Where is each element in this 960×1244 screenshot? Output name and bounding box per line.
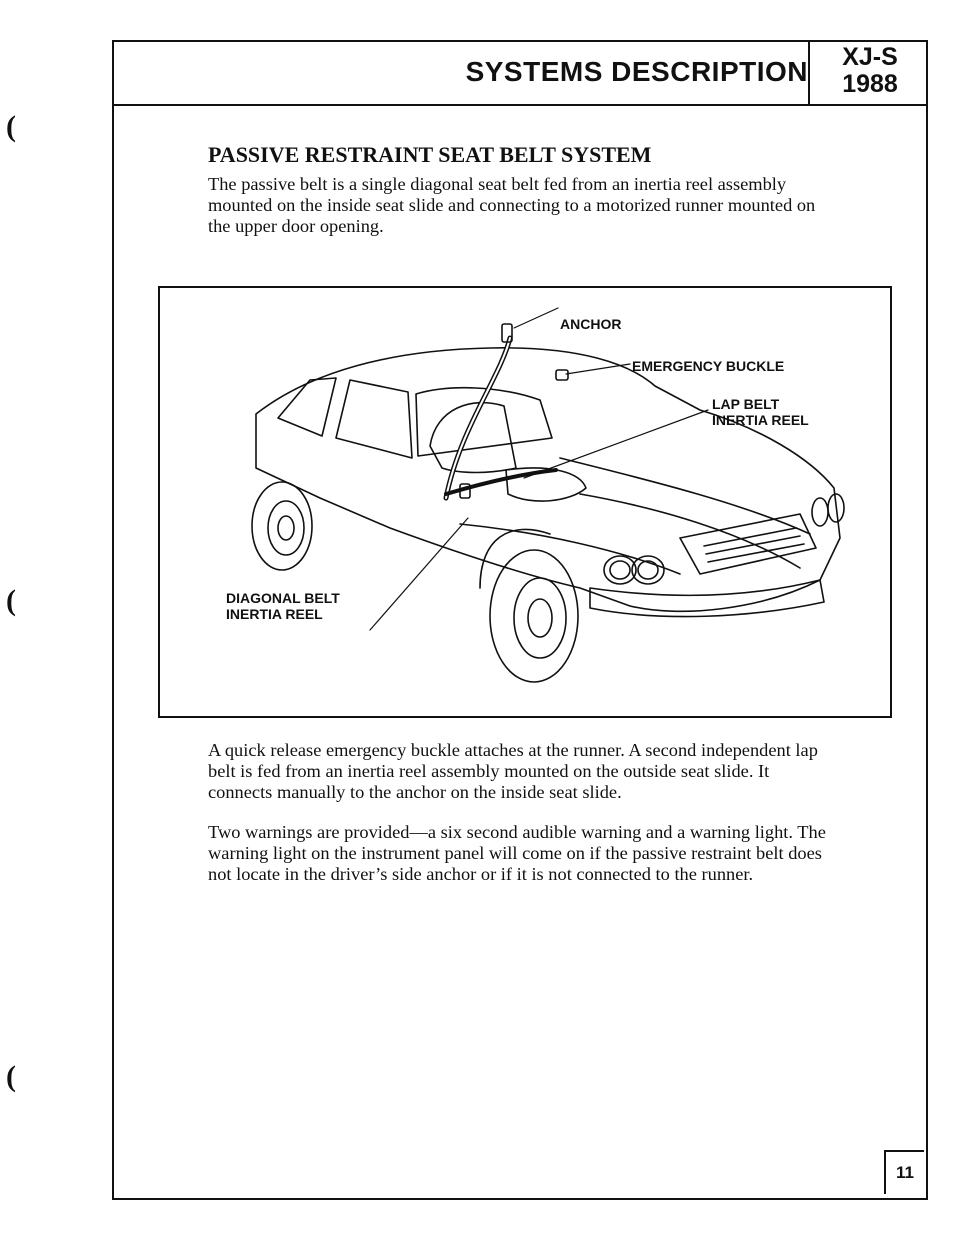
page-frame	[112, 40, 928, 1200]
model-year: 1988	[842, 70, 898, 98]
binder-mark-bottom: (	[6, 1060, 16, 1093]
lap-belt-line2: INERTIA REEL	[712, 412, 809, 428]
diagonal-line1: DIAGONAL BELT	[226, 590, 340, 606]
model-year-block	[814, 44, 926, 98]
binder-mark-middle: (	[6, 584, 16, 617]
page-number: 11	[884, 1150, 924, 1194]
binder-mark-top: (	[6, 110, 16, 143]
car-illustration	[160, 288, 890, 716]
label-emergency-buckle: EMERGENCY BUCKLE	[632, 358, 785, 374]
seat-belt-figure	[158, 286, 892, 718]
label-lap-belt-inertia-reel	[712, 396, 809, 428]
label-diagonal-belt-inertia-reel	[226, 590, 340, 622]
label-anchor: ANCHOR	[560, 316, 622, 332]
body-paragraph-2: Two warnings are provided—a six second audible warning and a warning light. The warning light on the instrument panel will come on if the passive restraint belt does not locate in the driver’s side anchor or if it is not connected to the runner.	[208, 822, 826, 884]
diagonal-line2: INERTIA REEL	[226, 606, 323, 622]
header-divider	[808, 42, 810, 104]
body-paragraph-1: A quick release emergency buckle attaches at the runner. A second independent lap belt is fed from an inertia reel assembly mounted on the outside seat slide. It connects manually to the anchor on the inside seat slide.	[208, 740, 818, 802]
lap-belt-line1: LAP BELT	[712, 396, 780, 412]
intro-paragraph: The passive belt is a single diagonal seat belt fed from an inertia reel assembly mounted on the inside seat slide and connecting to a motorized runner mounted on the upper door opening.	[208, 174, 816, 236]
page-header	[114, 42, 926, 106]
section-heading: PASSIVE RESTRAINT SEAT BELT SYSTEM	[208, 142, 652, 167]
page-title: SYSTEMS DESCRIPTION	[465, 56, 808, 87]
model-name: XJ-S	[842, 43, 898, 71]
